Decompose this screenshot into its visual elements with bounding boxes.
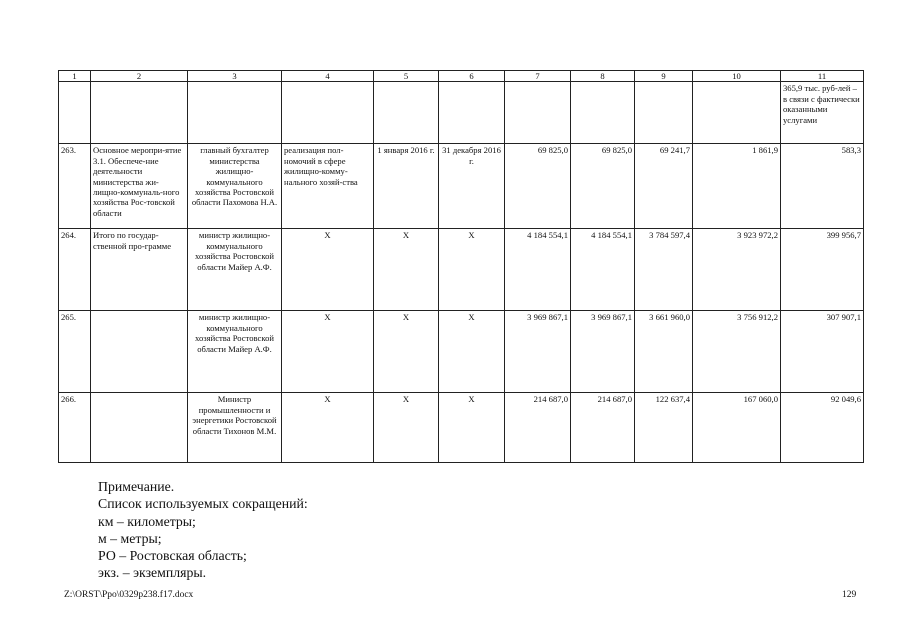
value-cell: 167 060,0 [693,393,781,463]
column-number: 2 [91,71,188,82]
value-cell: 399 956,7 [781,229,864,311]
column-number: 6 [439,71,505,82]
value-cell: 214 687,0 [571,393,635,463]
note-title: Примечание. [98,479,175,494]
event-cell: Итого по государ-ственной про-грамме [91,229,188,311]
note-subtitle: Список используемых сокращений: [98,496,308,512]
result-cell: Х [282,311,374,393]
responsible-cell: главный бухгалтер министерства жилищно-коммунального хозяйства Ростовской области Пахомова Н.А. [188,144,282,229]
end-date-cell [439,82,505,144]
value-cell: 1 861,9 [693,144,781,229]
row-number [59,82,91,144]
responsible-cell: министр жилищно-коммунального хозяйства Ростовской области Майер А.Ф. [188,311,282,393]
value-cell: 3 661 960,0 [635,311,693,393]
start-date-cell [374,82,439,144]
column-number: 4 [282,71,374,82]
report-table [58,70,864,463]
event-cell [91,82,188,144]
responsible-cell [188,82,282,144]
row-number: 265. [59,311,91,393]
result-cell: Х [282,393,374,463]
table-row [59,393,864,463]
value-cell: 307 907,1 [781,311,864,393]
table-row [59,229,864,311]
responsible-cell: Министр промышленности и энергетики Ростовской области Тихонов М.М. [188,393,282,463]
column-number: 9 [635,71,693,82]
start-date-cell: 1 января 2016 г. [374,144,439,229]
value-cell: 3 969 867,1 [571,311,635,393]
value-cell: 69 825,0 [571,144,635,229]
event-cell: Основное меропри-ятие 3.1. Обеспече-ние деятельности министерства жи-лищно-коммуналь-ного хозяйства Рос-товской области [91,144,188,229]
abbreviation-item: км – километры; [98,513,196,529]
value-cell [571,82,635,144]
value-cell [505,82,571,144]
responsible-cell: министр жилищно-коммунального хозяйства Ростовской области Майер А.Ф. [188,229,282,311]
value-cell: 4 184 554,1 [505,229,571,311]
value-cell: 214 687,0 [505,393,571,463]
file-path: Z:\ORST\Ppo\0329p238.f17.docx [64,590,194,600]
end-date-cell: 31 декабря 2016 г. [439,144,505,229]
abbreviation-item: РО – Ростовская область; [98,548,247,564]
table-row [59,144,864,229]
start-date-cell: Х [374,311,439,393]
note-cell: 365,9 тыс. руб-лей – в связи с фактически оказанными услугами [781,82,864,144]
value-cell: 3 923 972,2 [693,229,781,311]
abbreviations-note [98,478,308,582]
abbreviation-item: м – метры; [98,530,162,546]
result-cell: реализация пол-номочий в сфере жилищно-комму-нального хозяй-ства [282,144,374,229]
column-number: 11 [781,71,864,82]
column-number: 3 [188,71,282,82]
value-cell: 4 184 554,1 [571,229,635,311]
end-date-cell: Х [439,393,505,463]
end-date-cell: Х [439,229,505,311]
row-number: 264. [59,229,91,311]
page-number: 129 [842,590,857,600]
result-cell [282,82,374,144]
value-cell: 3 969 867,1 [505,311,571,393]
value-cell: 92 049,6 [781,393,864,463]
row-number: 266. [59,393,91,463]
column-number: 5 [374,71,439,82]
value-cell: 3 756 912,2 [693,311,781,393]
value-cell: 69 241,7 [635,144,693,229]
value-cell [693,82,781,144]
event-cell [91,311,188,393]
table-row [59,311,864,393]
value-cell: 69 825,0 [505,144,571,229]
column-number: 7 [505,71,571,82]
value-cell [635,82,693,144]
event-cell [91,393,188,463]
end-date-cell: Х [439,311,505,393]
column-number: 1 [59,71,91,82]
column-number: 10 [693,71,781,82]
value-cell: 3 784 597,4 [635,229,693,311]
row-number: 263. [59,144,91,229]
abbreviation-item: экз. – экземпляры. [98,565,207,581]
start-date-cell: Х [374,229,439,311]
result-cell: Х [282,229,374,311]
column-number: 8 [571,71,635,82]
start-date-cell: Х [374,393,439,463]
table-row [59,82,864,144]
table-header-row [59,71,864,82]
value-cell: 122 637,4 [635,393,693,463]
value-cell: 583,3 [781,144,864,229]
